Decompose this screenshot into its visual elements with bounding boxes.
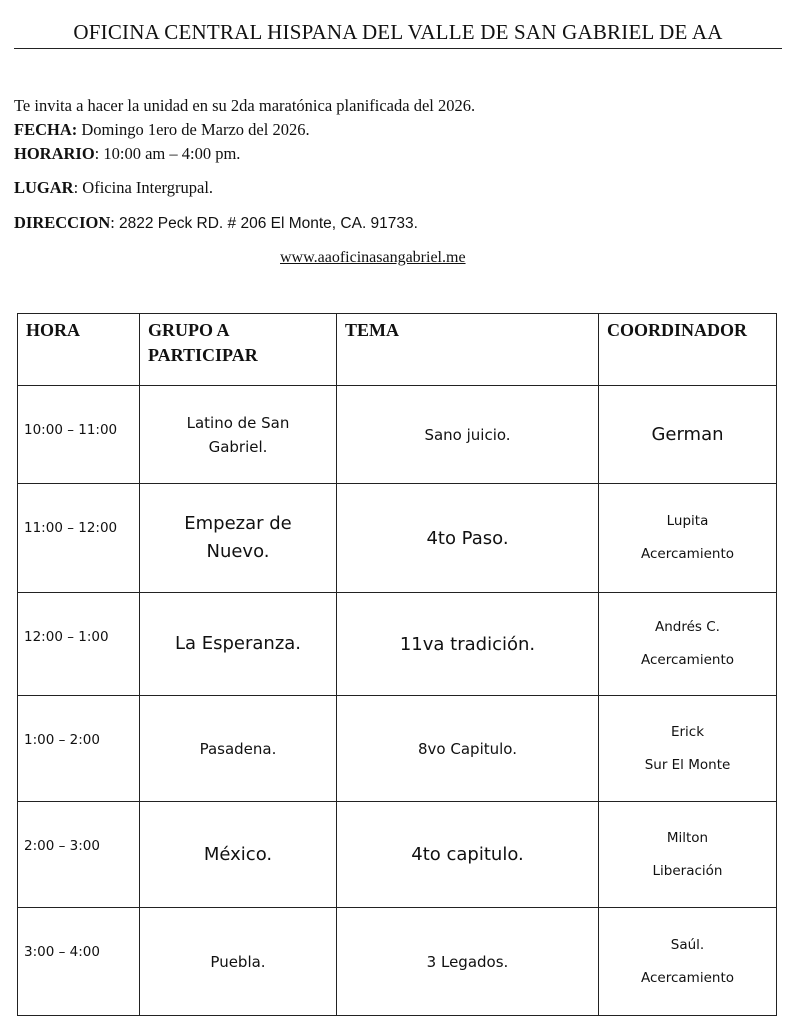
coord-line2: Acercamiento	[641, 969, 734, 986]
invite-text: Te invita a hacer la unidad en su 2da maratónica planificada del 2026.	[14, 96, 476, 115]
table-row	[18, 908, 777, 1016]
coord-line2: Acercamiento	[641, 652, 734, 668]
table-row	[18, 593, 777, 696]
schedule-table	[17, 313, 777, 1016]
coord-cell	[599, 386, 777, 484]
coord-cell	[599, 593, 777, 696]
grupo-line1: La Esperanza.	[174, 633, 302, 654]
lugar-line	[14, 178, 213, 198]
header-tema: TEMA	[337, 314, 599, 386]
grupo-line2: Gabriel.	[208, 437, 268, 456]
coord-cell	[599, 484, 777, 593]
tema-cell: Sano juicio.	[337, 386, 599, 484]
grupo-cell	[140, 802, 337, 908]
direccion-label: DIRECCION	[14, 213, 111, 232]
direccion-colon: :	[110, 213, 119, 232]
coord-line2: Sur El Monte	[644, 756, 731, 773]
hora-cell: 10:00 – 11:00	[18, 386, 140, 484]
website-link[interactable]: www.aaoficinasangabriel.me	[280, 249, 466, 266]
fecha-value: Domingo 1ero de Marzo del 2026.	[81, 120, 310, 139]
coord-line1: German	[651, 424, 724, 445]
page-title: OFICINA CENTRAL HISPANA DEL VALLE DE SAN GABRIEL DE AA	[14, 20, 782, 49]
table-row	[18, 696, 777, 802]
lugar-label: LUGAR	[14, 178, 74, 197]
coord-line1: Saúl.	[670, 936, 705, 953]
coord-cell	[599, 802, 777, 908]
tema-cell: 8vo Capitulo.	[337, 696, 599, 802]
table-row	[18, 484, 777, 593]
direccion-line	[14, 213, 418, 233]
table-row	[18, 386, 777, 484]
grupo-cell	[140, 696, 337, 802]
table-row	[18, 802, 777, 908]
grupo-line1: Empezar de	[184, 513, 292, 534]
tema-cell: 11va tradición.	[337, 593, 599, 696]
grupo-cell	[140, 908, 337, 1016]
hora-cell: 12:00 – 1:00	[18, 593, 140, 696]
fecha-line	[14, 120, 310, 140]
horario-value: : 10:00 am – 4:00 pm.	[94, 144, 241, 163]
coord-line1: Milton	[666, 829, 709, 846]
lugar-value: : Oficina Intergrupal.	[73, 178, 214, 197]
grupo-line2: Nuevo.	[206, 541, 270, 562]
header-grupo-line1: GRUPO A	[148, 320, 230, 340]
coord-line1: Erick	[670, 723, 705, 740]
grupo-line1: México.	[203, 843, 273, 865]
grupo-line1: Puebla.	[210, 952, 266, 971]
table-header-row	[18, 314, 777, 386]
header-coordinador: COORDINADOR	[599, 314, 777, 386]
coord-cell	[599, 696, 777, 802]
header-hora: HORA	[18, 314, 140, 386]
grupo-cell	[140, 484, 337, 593]
coord-line1: Andrés C.	[655, 619, 720, 635]
direccion-value: 2822 Peck RD. # 206 El Monte, CA. 91733.	[118, 215, 418, 232]
hora-cell: 3:00 – 4:00	[18, 908, 140, 1016]
coord-line2: Liberación	[652, 862, 723, 879]
fecha-label: FECHA:	[14, 120, 78, 139]
coord-cell	[599, 908, 777, 1016]
horario-label: HORARIO	[14, 144, 95, 163]
hora-cell: 2:00 – 3:00	[18, 802, 140, 908]
grupo-cell	[140, 593, 337, 696]
horario-line	[14, 144, 240, 164]
hora-cell: 11:00 – 12:00	[18, 484, 140, 593]
grupo-line1: Latino de San	[186, 413, 290, 432]
header-grupo-line2: PARTICIPAR	[148, 345, 258, 365]
grupo-cell	[140, 386, 337, 484]
coord-line1: Lupita	[666, 513, 709, 529]
grupo-line1: Pasadena.	[199, 739, 277, 758]
tema-cell: 4to capitulo.	[337, 802, 599, 908]
header-grupo	[140, 314, 337, 386]
tema-cell: 3 Legados.	[337, 908, 599, 1016]
coord-line2: Acercamiento	[641, 546, 734, 562]
tema-cell: 4to Paso.	[337, 484, 599, 593]
hora-cell: 1:00 – 2:00	[18, 696, 140, 802]
